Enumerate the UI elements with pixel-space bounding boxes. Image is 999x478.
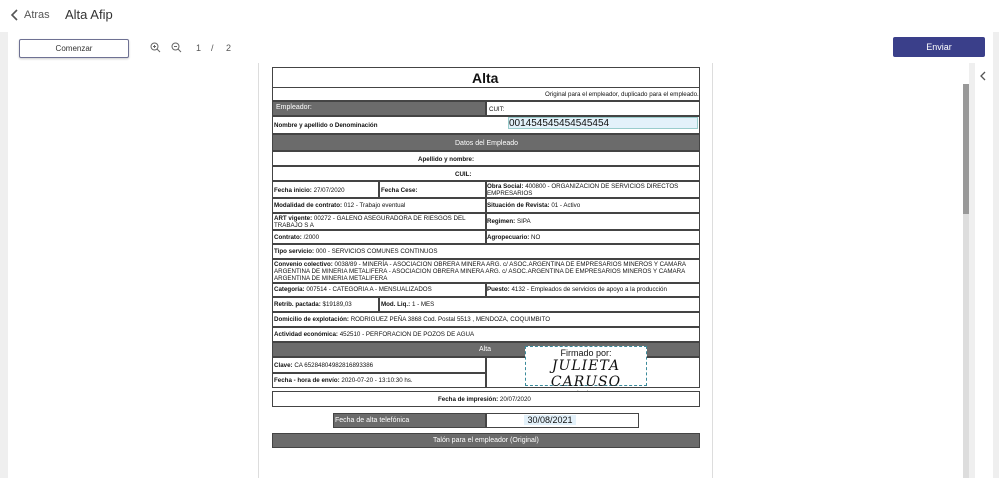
contrato-label: Contrato:: [274, 234, 302, 241]
top-bar: [0, 0, 999, 32]
zoom-out-icon[interactable]: [171, 42, 182, 53]
clave: CA 65284804982816893386: [294, 362, 374, 369]
talon: Talón para el empleador (Original): [433, 437, 539, 444]
liq-label: Mod. Liq.:: [381, 301, 411, 308]
signature-stamp: [525, 346, 647, 391]
convenio: 0038/89 - MINERÍA - ASOCIACION OBRERA MINERA ARG. c/ ASOC.ARGENTINA DE EMPRESARIOS MINEROS Y CAMARA ARGENTINA DE MINERIA METALIFERA - ASOCIACION OBRERA MINERA ARG. c/ ASOC.ARGENTINA DE EMPRESARIOS MINEROS Y CAMARA ARGENTINA DE MINERIA METALIFERA: [274, 261, 686, 283]
start-button[interactable]: Comenzar: [19, 39, 129, 58]
firmado-label: Firmado por:: [560, 348, 612, 358]
cuit-value: 001454545454545454: [508, 117, 698, 129]
alta-tel-label: Fecha de alta telefónica: [335, 417, 410, 424]
impresion: 20/07/2020: [499, 396, 531, 403]
obra-social-label: Obra Social:: [487, 183, 524, 190]
convenio-label: Convenio colectivo:: [274, 261, 333, 268]
page-current[interactable]: 1: [196, 43, 202, 53]
original-note: Original para el empleador, duplicado para el empleado.: [545, 91, 699, 98]
back-button[interactable]: [10, 9, 50, 21]
modalidad-label: Modalidad de contrato:: [274, 202, 343, 209]
impresion-label: Fecha de impresión:: [438, 396, 499, 403]
datos-empleado: Datos del Empleado: [455, 140, 519, 147]
agro-label: Agropecuario:: [487, 234, 530, 241]
retrib-label: Retrib. pactada:: [274, 301, 321, 308]
razon-label: Nombre y apellido o Denominación: [274, 122, 378, 129]
actividad: 452510 - PERFORACION DE POZOS DE AGUA: [339, 331, 475, 338]
fecha-inicio: 27/07/2020: [313, 187, 345, 194]
art: 00272 - GALENO ASEGURADORA DE RIESGOS DEL TRABAJO S A: [274, 215, 466, 230]
domicilio-label: Domicilio de explotación:: [274, 316, 349, 323]
page-total: 2: [226, 43, 232, 53]
art-label: ART vigente:: [274, 215, 313, 222]
fecha-cese-label: Fecha Cese:: [381, 187, 418, 194]
envio-label: Fecha - hora de envío:: [274, 377, 340, 384]
revista: 01 - Activo: [551, 202, 581, 209]
regimen-label: Regimen:: [487, 218, 516, 225]
form-title: Alta: [472, 70, 499, 86]
cuil-label: CUIL:: [455, 171, 472, 178]
actividad-label: Actividad económica:: [274, 331, 338, 338]
empleador-label: Empleador:: [276, 104, 312, 111]
puesto-label: Puesto:: [487, 286, 510, 293]
modalidad: 012 - Trabajo eventual: [343, 202, 406, 209]
chevron-left-icon[interactable]: [980, 71, 986, 81]
zoom-in-icon[interactable]: [150, 42, 161, 53]
page-title: Alta Afip: [65, 7, 113, 22]
page-separator: /: [211, 43, 214, 53]
puesto: 4132 - Empleados de servicios de apoyo a la producción: [511, 286, 667, 293]
retrib: $19189,03: [322, 301, 352, 308]
liq: 1 - MES: [411, 301, 435, 308]
envio: 2020-07-20 - 13:10:30 hs.: [341, 377, 413, 384]
back-label: Atras: [24, 9, 50, 21]
firmante: JULIETA CARUSO: [550, 358, 622, 391]
regimen: SIPA: [516, 218, 531, 225]
chevron-left-icon: [10, 9, 18, 21]
send-button[interactable]: Enviar: [893, 37, 985, 57]
fecha-inicio-label: Fecha inicio:: [274, 187, 312, 194]
viewer-toolbar: [8, 32, 993, 63]
obra-social: 400800 - ORGANIZACION DE SERVICIOS DIRECTOS EMPRESARIOS: [487, 183, 679, 198]
scrollbar-thumb[interactable]: [963, 84, 969, 214]
categoria: 007514 - CATEGORIA A - MENSUALIZADOS: [306, 286, 432, 293]
cuit-label: CUIT:: [489, 106, 505, 113]
categoria-label: Categoría:: [274, 286, 305, 293]
domicilio: RODRIGUEZ PEÑA 3868 Cod. Postal 5513 , MENDOZA, COQUIMBITO: [350, 316, 551, 323]
alta-band: Alta: [479, 346, 492, 353]
side-panel: [975, 63, 993, 478]
alta-tel: 30/08/2021: [524, 415, 576, 425]
apellido-label: Apellido y nombre:: [418, 156, 475, 163]
tipo-servicio: 000 - SERVICIOS COMUNES CONTINUOS: [315, 248, 438, 255]
contrato: /2000: [303, 234, 320, 241]
clave-label: Clave:: [274, 362, 293, 369]
revista-label: Situación de Revista:: [487, 202, 550, 209]
agro: NO: [531, 234, 541, 241]
tipo-servicio-label: Tipo servicio:: [274, 248, 315, 255]
